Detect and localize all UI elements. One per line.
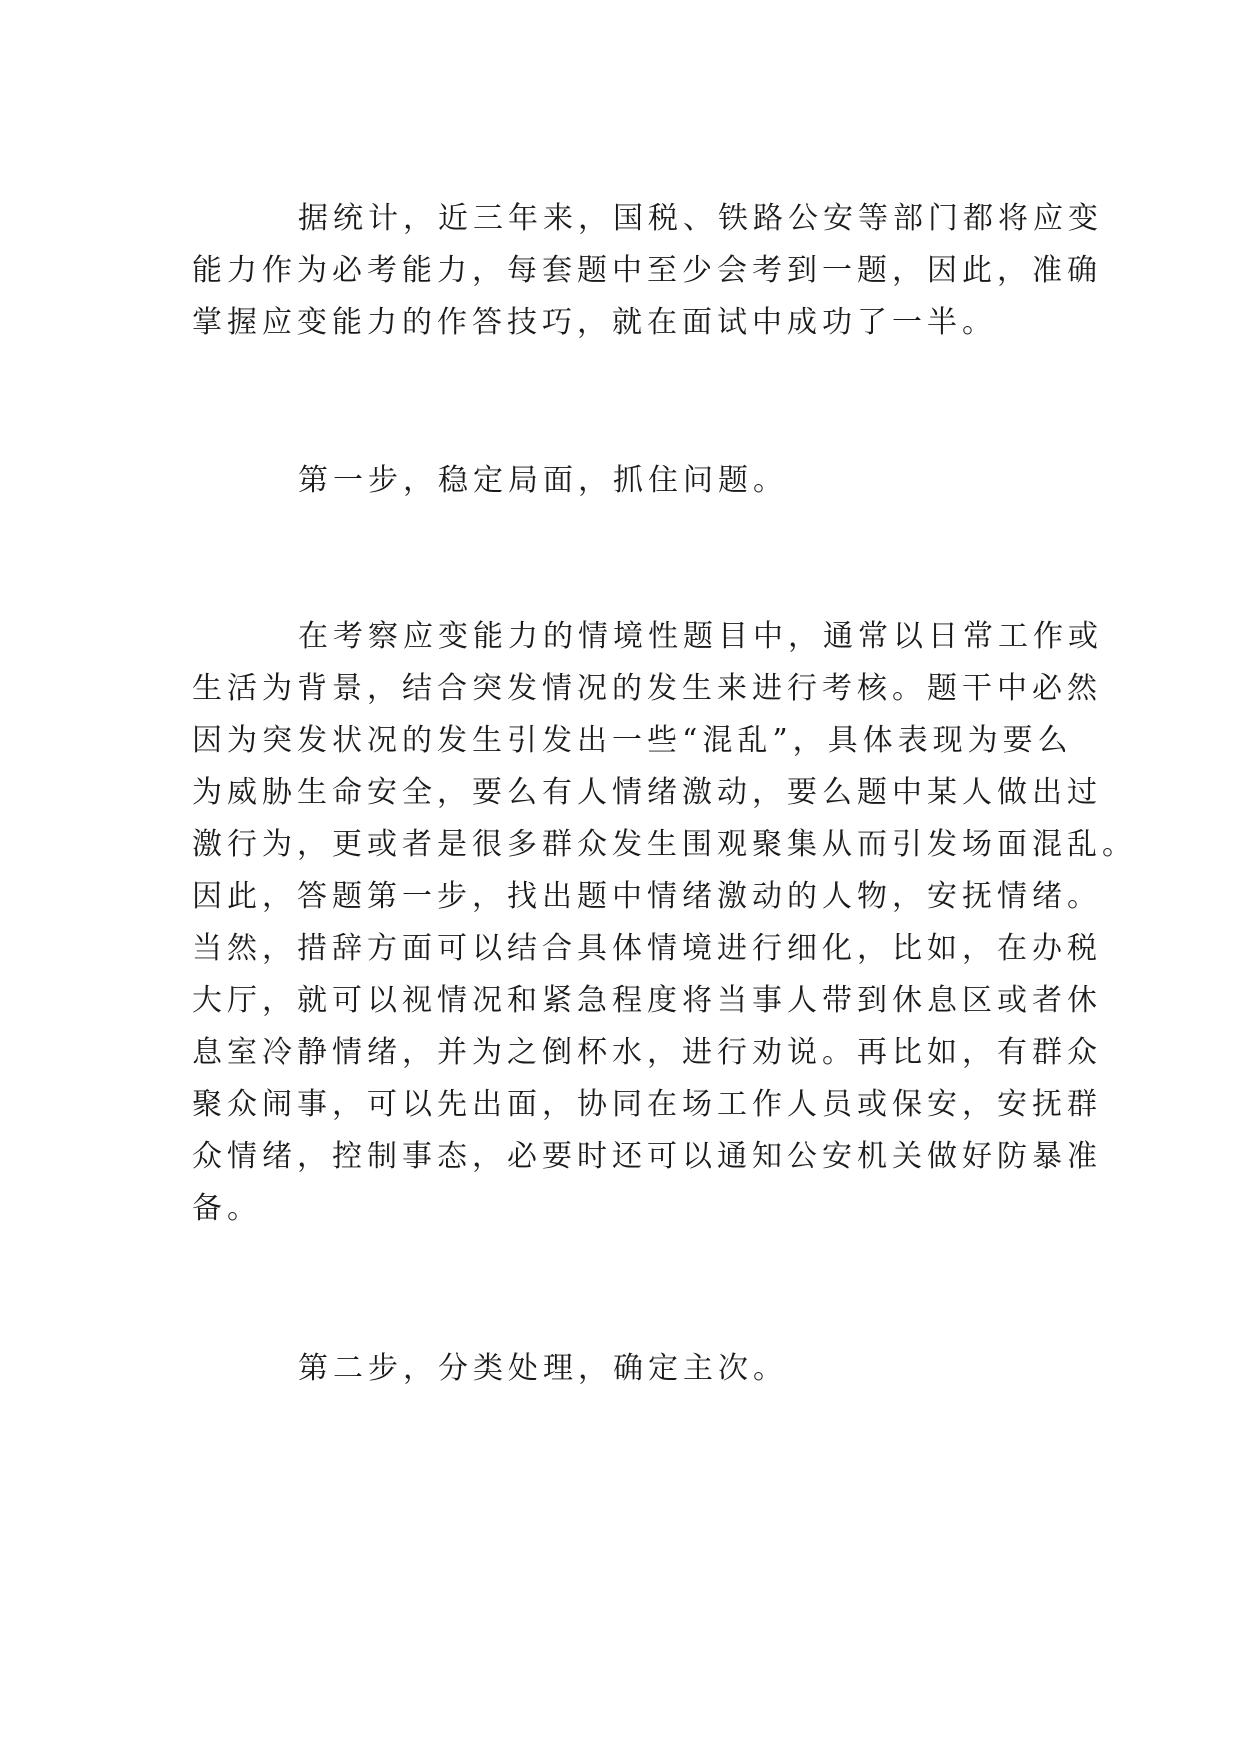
paragraph-line: 能力作为必考能力，每套题中至少会考到一题，因此，准确 (192, 253, 1102, 288)
paragraph-line: 众情绪，控制事态，必要时还可以通知公安机关做好防暴准 (192, 1139, 1102, 1174)
paragraph-line: 激行为，更或者是很多群众发生围观聚集从而引发场面混乱。 (192, 827, 1137, 862)
paragraph-line: 生活为背景，结合突发情况的发生来进行考核。题干中必然 (192, 671, 1102, 706)
paragraph-line: 在考察应变能力的情境性题目中，通常以日常工作或 (298, 619, 1103, 654)
section-heading: 第二步，分类处理，确定主次。 (298, 1351, 788, 1386)
paragraph-line: 因此，答题第一步，找出题中情绪激动的人物，安抚情绪。 (192, 879, 1102, 914)
section-heading: 第一步，稳定局面，抓住问题。 (298, 463, 788, 498)
paragraph-line: 息室冷静情绪，并为之倒杯水，进行劝说。再比如，有群众 (192, 1035, 1102, 1070)
paragraph-line: 当然，措辞方面可以结合具体情境进行细化，比如，在办税 (192, 931, 1102, 966)
paragraph-line: 聚众闹事，可以先出面，协同在场工作人员或保安，安抚群 (192, 1087, 1102, 1122)
paragraph-line: 据统计，近三年来，国税、铁路公安等部门都将应变 (298, 201, 1103, 236)
paragraph-line: 掌握应变能力的作答技巧，就在面试中成功了一半。 (192, 305, 997, 340)
paragraph-line: 备。 (192, 1191, 262, 1226)
paragraph-line: 为威胁生命安全，要么有人情绪激动，要么题中某人做出过 (192, 775, 1102, 810)
paragraph-line: 大厅，就可以视情况和紧急程度将当事人带到休息区或者休 (192, 983, 1102, 1018)
paragraph-line: 因为突发状况的发生引发出一些“混乱”，具体表现为要么 (192, 723, 1073, 758)
